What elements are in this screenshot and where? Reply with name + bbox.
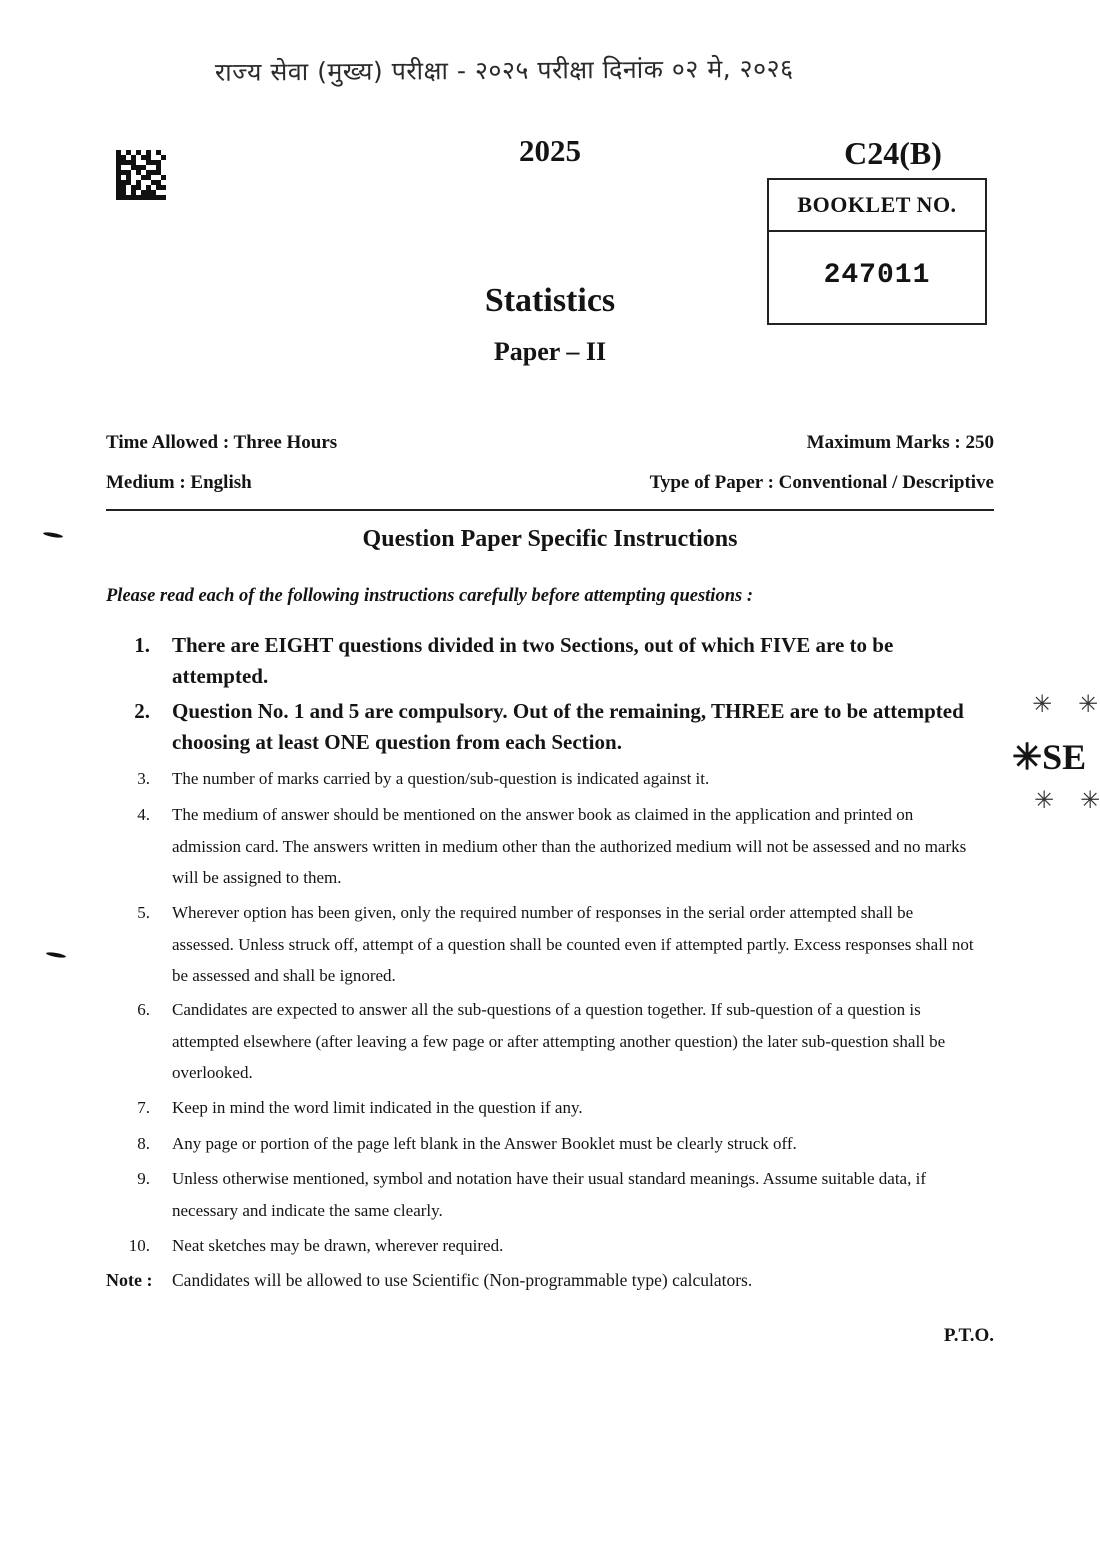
instruction-text: Wherever option has been given, only the required number of responses in the serial order attempted shall be assessed. Unless struck off, attempt of a question shall be counted even if attempted partly. Excess responses shall not be assessed and shall be ignored. [172, 903, 974, 985]
instruction-number: 9. [137, 1169, 150, 1188]
handwritten-exam-note: राज्य सेवा (मुख्य) परीक्षा - २०२५ परीक्षा दिनांक ०२ मे, २०२६ [214, 53, 794, 87]
subject-title: Statistics [484, 282, 616, 319]
instruction-number: 3. [137, 769, 150, 788]
qr-code-icon [116, 150, 166, 200]
instruction-number: 6. [137, 1000, 150, 1019]
instruction-number: 2. [134, 699, 150, 723]
booklet-label: BOOKLET NO. [769, 180, 985, 232]
asterisk-icon: ✳ [1034, 786, 1055, 814]
instruction-number: 10. [128, 1236, 150, 1255]
booklet-number: 247011 [823, 260, 931, 291]
instruction-text: The number of marks carried by a question/sub-question is indicated against it. [172, 769, 710, 788]
paper-code: C24(B) [844, 135, 942, 171]
instruction-text: Any page or portion of the page left blank in the Answer Booklet must be clearly struck off. [172, 1134, 797, 1153]
instruction-number: 7. [137, 1098, 150, 1117]
instruction-text: There are EIGHT questions divided in two Sections, out of which FIVE are to be attempted. [172, 633, 894, 688]
instruction-text: Unless otherwise mentioned, symbol and notation have their usual standard meanings. Assume suitable data, if necessary and indicate the same clearly. [172, 1169, 926, 1220]
booklet-number-box [767, 178, 987, 325]
stamp-text: ✳SE [1012, 737, 1087, 777]
note-label: Note : [106, 1270, 153, 1290]
instruction-text: Keep in mind the word limit indicated in the question if any. [172, 1098, 583, 1117]
maximum-marks: Maximum Marks : 250 [806, 432, 994, 453]
instructions-title: Question Paper Specific Instructions [362, 526, 738, 552]
instruction-number: 5. [137, 903, 150, 922]
instructions-lead: Please read each of the following instructions carefully before attempting questions : [106, 586, 753, 606]
asterisk-icon: ✳ [1032, 690, 1053, 718]
side-stamp [1010, 680, 1100, 820]
please-turn-over: P.T.O. [943, 1325, 994, 1346]
instruction-number: 1. [134, 633, 150, 657]
instruction-number: 4. [137, 805, 150, 824]
instruction-text: Neat sketches may be drawn, wherever required. [172, 1236, 504, 1255]
divider [106, 509, 994, 511]
scan-mark [46, 951, 66, 958]
instruction-number: 8. [137, 1134, 150, 1153]
time-allowed: Time Allowed : Three Hours [106, 432, 338, 453]
paper-number: Paper – II [493, 337, 607, 366]
asterisk-icon: ✳ [1078, 690, 1099, 718]
note-text: Candidates will be allowed to use Scientific (Non-programmable type) calculators. [172, 1270, 753, 1290]
instruction-text: The medium of answer should be mentioned on the answer book as claimed in the application and printed on admission card. The answers written in medium other than the authorized medium will not be assessed and no marks will be assigned to them. [172, 805, 967, 887]
paper-type: Type of Paper : Conventional / Descriptive [649, 472, 994, 493]
asterisk-icon: ✳ [1080, 786, 1100, 814]
scan-mark [43, 531, 63, 538]
medium: Medium : English [106, 472, 252, 493]
instruction-text: Candidates are expected to answer all the sub-questions of a question together. If sub-question of a question is attempted elsewhere (after leaving a few page or after attempting another question) the later sub-question shall be overlooked. [172, 1000, 946, 1082]
exam-year: 2025 [519, 133, 581, 168]
instruction-text: Question No. 1 and 5 are compulsory. Out of the remaining, THREE are to be attempted choosing at least ONE question from each Section. [172, 699, 964, 754]
